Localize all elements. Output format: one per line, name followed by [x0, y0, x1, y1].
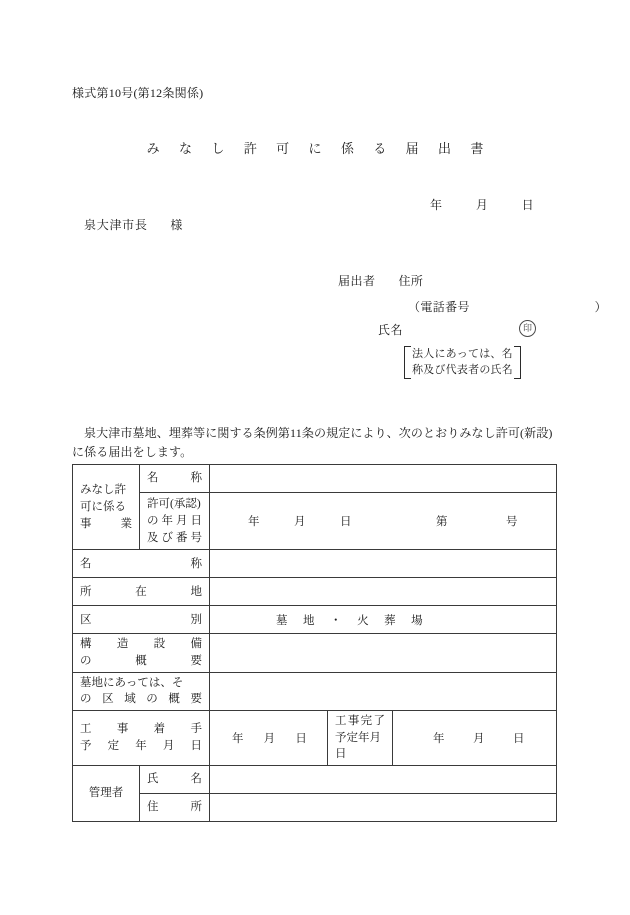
cell-construction-start-label: [73, 711, 210, 766]
manager-address-label-a: 住: [147, 801, 159, 814]
category-label-text: [73, 610, 209, 631]
structure-label-line1-b: 造: [116, 638, 129, 651]
applicant-label: 届出者: [338, 274, 376, 288]
table-row: [73, 672, 557, 710]
cend-l1-b: 事: [347, 715, 360, 728]
manager-name-label-b: 名: [190, 773, 202, 786]
structure-label-line2: [80, 653, 202, 670]
business-label-line3-a: 事: [80, 517, 92, 530]
addressee-line: [84, 216, 183, 233]
cstart-l1-c: 着: [153, 723, 166, 736]
cell-business-name-value[interactable]: [210, 465, 557, 493]
table-row: [73, 766, 557, 794]
area-label-line2-b: 区: [102, 693, 114, 706]
business-name-label-a: 名: [147, 472, 159, 485]
business-label-line2: 可に係る: [80, 500, 126, 513]
permit-label-line1: 許可(承認): [147, 498, 201, 510]
cell-category-label: [73, 606, 210, 634]
structure-label-line1: [80, 636, 202, 653]
manager-label-text: 管理者: [88, 787, 124, 800]
business-name-label-b: 称: [190, 472, 202, 485]
cstart-l1-d: 手: [190, 723, 202, 736]
permit-label-line3-b: び: [161, 531, 173, 544]
applicant-block: [338, 272, 423, 289]
business-name-label-text: [140, 468, 209, 489]
addressee-honorific: 様: [170, 218, 184, 232]
category-label-a: 区: [80, 613, 92, 626]
addressee-office: 泉大津市長: [84, 218, 148, 232]
permit-number-suffix: 号: [506, 516, 518, 529]
applicant-name-row: [378, 321, 403, 338]
cell-location-label: [73, 578, 210, 606]
cstart-l2-c: 年: [135, 740, 147, 753]
manager-address-label-text: [140, 797, 209, 818]
location-value: [210, 589, 556, 595]
construction-start-label-text: [73, 719, 209, 756]
facility-name-label-b: 称: [190, 557, 202, 570]
business-label-line1: みなし許: [80, 483, 126, 496]
cell-manager-label: [73, 766, 140, 822]
area-value: [210, 688, 556, 694]
cstart-l2-e: 日: [190, 740, 202, 753]
structure-label-line1-d: 備: [190, 638, 202, 651]
bracket-right-icon: [514, 346, 521, 379]
construction-end-label-line1: [335, 713, 385, 730]
area-label-line2-f: 要: [190, 693, 202, 706]
cell-area-value[interactable]: [210, 672, 557, 710]
date-year-label: 年: [430, 198, 443, 212]
permit-year-label: 年: [248, 516, 260, 529]
permit-label-line3-d: 号: [190, 531, 202, 544]
cell-permit-label: [140, 493, 210, 550]
cstart-l2-d: 月: [162, 740, 175, 753]
area-label-line2: [80, 691, 202, 708]
corporate-name-note: [404, 346, 521, 379]
cend-l1-d: 了: [373, 715, 385, 728]
structure-label-line2-c: 要: [190, 655, 202, 668]
cell-manager-name-label: [140, 766, 210, 794]
cell-facility-name-label: [73, 550, 210, 578]
structure-label-text: [73, 634, 209, 671]
construction-start-label-line1: [80, 721, 202, 738]
cell-construction-end-value[interactable]: [393, 711, 557, 766]
cend-year-label: 年: [433, 733, 445, 746]
permit-label-line3: [147, 530, 202, 547]
applicant-phone-row: [408, 298, 607, 315]
cstart-l1-b: 事: [116, 723, 129, 736]
location-label-b: 在: [135, 585, 147, 598]
cell-business-label: [73, 465, 140, 550]
cell-area-label: [73, 672, 210, 710]
application-details-table: [72, 464, 557, 822]
construction-end-label-text: [328, 711, 392, 765]
manager-address-value: [210, 805, 556, 811]
bracket-left-icon: [404, 346, 411, 379]
date-day-label: 日: [521, 198, 535, 212]
cell-construction-start-value[interactable]: [210, 711, 328, 766]
cstart-day-label: 日: [295, 733, 308, 746]
applicant-address-label: 住所: [398, 274, 424, 288]
construction-start-date-fields: [210, 730, 327, 746]
phone-label: （電話番号: [408, 300, 470, 314]
cell-structure-label: [73, 634, 210, 672]
cstart-l2-a: 予: [80, 740, 92, 753]
cell-category-options[interactable]: [210, 606, 557, 634]
table-row: [73, 465, 557, 493]
table-row: [73, 606, 557, 634]
cell-location-value[interactable]: [210, 578, 557, 606]
cell-structure-value[interactable]: [210, 634, 557, 672]
manager-address-label-b: 所: [190, 801, 202, 814]
permit-label-text: [140, 493, 209, 549]
cell-manager-address-value[interactable]: [210, 794, 557, 822]
cstart-l1-a: 工: [80, 723, 92, 736]
business-label-line3: [80, 516, 132, 533]
location-label-a: 所: [80, 585, 92, 598]
permit-label-line2: [147, 513, 202, 530]
table-row: [73, 493, 557, 550]
permit-label-line3-c: 番: [176, 531, 188, 544]
construction-start-label-line2: [80, 738, 202, 755]
location-label-text: [73, 582, 209, 603]
structure-label-line1-a: 構: [80, 638, 92, 651]
table-row: [73, 634, 557, 672]
permit-label-line2-a: の: [147, 515, 159, 528]
area-label-text: [73, 673, 209, 710]
business-label-text: [73, 479, 139, 536]
manager-name-label-text: [140, 769, 209, 790]
table-row: [73, 550, 557, 578]
body-paragraph: 泉大津市墓地、埋葬等に関する条例第11条の規定により、次のとおりみなし許可(新設)に係る届出をします。: [72, 426, 553, 460]
phone-close-paren: ）: [594, 300, 607, 314]
location-label-c: 地: [190, 585, 202, 598]
date-month-label: 月: [475, 198, 489, 212]
construction-end-date-fields: [393, 730, 556, 746]
seal-icon: 印: [519, 320, 536, 337]
business-label-line3-b: 業: [120, 517, 132, 530]
cend-l1-c: 完: [360, 715, 373, 728]
corporate-note-text: [411, 346, 514, 379]
area-label-line2-e: 概: [168, 693, 180, 706]
structure-value: [210, 650, 556, 656]
facility-name-value: [210, 561, 556, 567]
cell-permit-date-value[interactable]: [210, 493, 557, 550]
cend-l1-a: 工: [335, 715, 347, 728]
cend-month-label: 月: [473, 733, 485, 746]
table-row: [73, 578, 557, 606]
permit-month-label: 月: [294, 516, 306, 529]
business-name-value: [210, 476, 556, 482]
cstart-l2-b: 定: [107, 740, 120, 753]
cell-business-name-label: [140, 465, 210, 493]
cell-construction-end-label: [328, 711, 393, 766]
corporate-note-line1: 法人にあっては、名: [412, 348, 513, 360]
structure-label-line2-a: の: [80, 655, 92, 668]
facility-name-label-a: 名: [80, 557, 92, 570]
permit-date-fields: [210, 513, 556, 529]
cell-facility-name-value[interactable]: [210, 550, 557, 578]
cstart-month-label: 月: [263, 733, 276, 746]
permit-number-prefix: 第: [436, 516, 448, 529]
area-label-line1: 墓地にあっては、そ: [80, 676, 184, 689]
cell-manager-name-value[interactable]: [210, 766, 557, 794]
document-title: み な し 許 可 に 係 る 届 出 書: [146, 141, 492, 156]
form-number: 様式第10号(第12条関係): [72, 86, 204, 100]
cstart-year-label: 年: [232, 733, 244, 746]
corporate-note-line2: 称及び代表者の氏名: [412, 363, 513, 376]
cell-manager-address-label: [140, 794, 210, 822]
permit-label-line2-b: 年: [161, 515, 173, 528]
applicant-name-label: 氏名: [378, 323, 403, 337]
permit-day-label: 日: [340, 516, 352, 529]
table-row: [73, 711, 557, 766]
structure-label-line2-b: 概: [135, 655, 147, 668]
area-label-line2-d: の: [146, 693, 158, 706]
construction-end-label-line2: 予定年月日: [335, 731, 381, 761]
manager-name-label-a: 氏: [147, 773, 159, 786]
category-label-b: 別: [190, 613, 202, 626]
table-row: [73, 794, 557, 822]
area-label-line2-c: 域: [124, 693, 136, 706]
submission-date-line: [430, 196, 534, 213]
cend-day-label: 日: [513, 733, 525, 746]
manager-name-value: [210, 777, 556, 783]
permit-label-line2-c: 月: [176, 515, 188, 528]
permit-label-line3-a: 及: [147, 531, 159, 544]
area-label-line2-a: の: [80, 693, 92, 706]
structure-label-line1-c: 設: [153, 638, 166, 651]
category-options-text: 墓 地 ・ 火 葬 場: [276, 614, 429, 627]
facility-name-label-text: [73, 554, 209, 575]
permit-label-line2-d: 日: [190, 515, 202, 528]
